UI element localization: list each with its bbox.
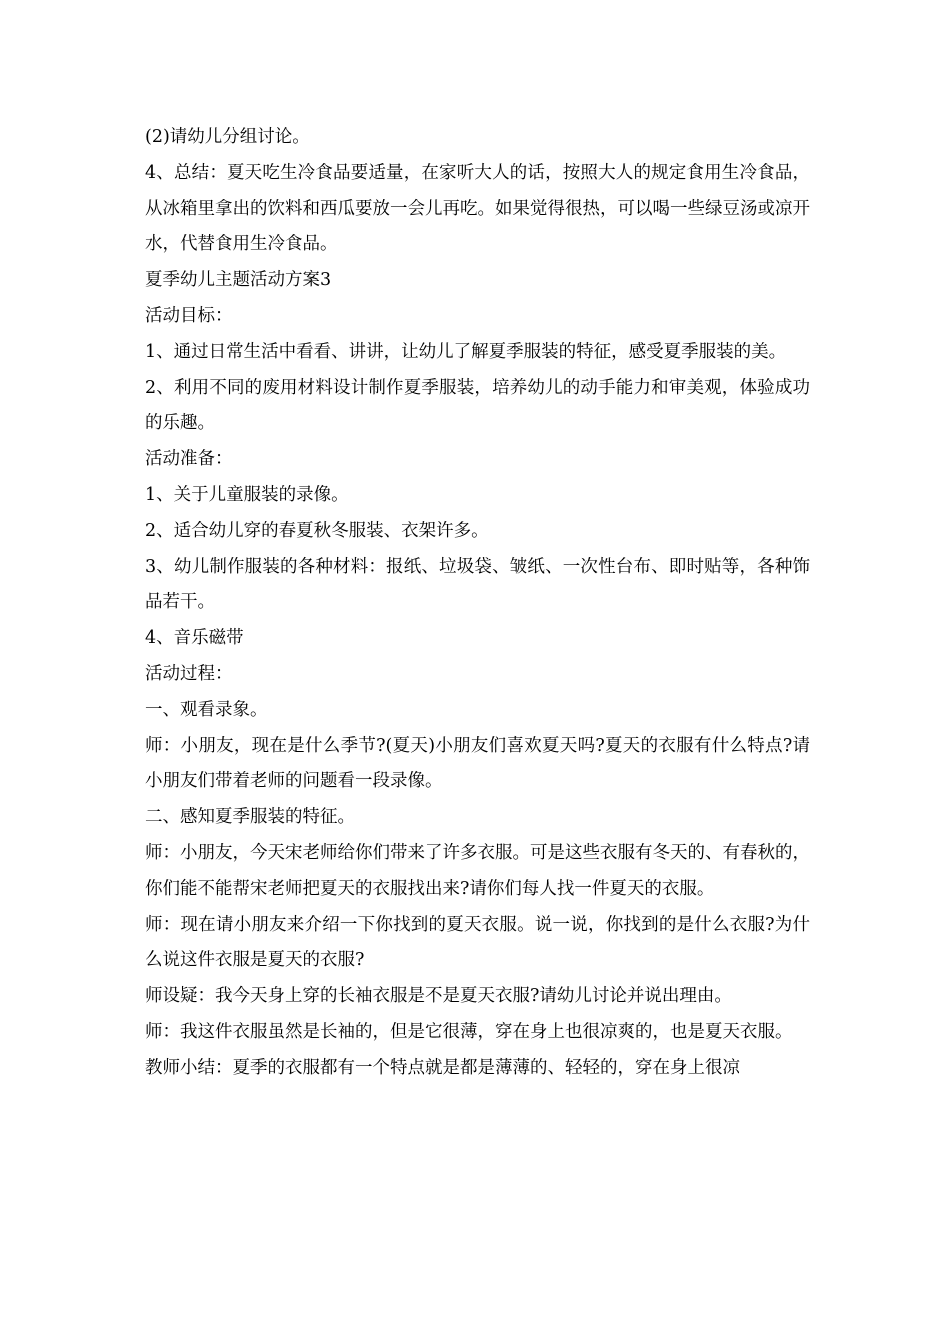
teacher-dialogue-4: 师：我这件衣服虽然是长袖的，但是它很薄，穿在身上也很凉爽的，也是夏天衣服。 [145, 1021, 793, 1042]
preparation-item-2: 2、适合幼儿穿的春夏秋冬服装、衣架许多。 [145, 520, 489, 541]
paragraph-summary: 4、总结：夏天吃生冷食品要适量，在家听大人的话，按照大人的规定食用生冷食品，从冰箱里拿出的饮料和西瓜要放一会儿再吃。如果觉得很热，可以喝一些绿豆汤或凉开水，代替食用生冷食品。 [145, 162, 810, 255]
goal-item-2: 2、利用不同的废用材料设计制作夏季服装，培养幼儿的动手能力和审美观，体验成功的乐趣。 [145, 377, 810, 434]
teacher-dialogue-3: 师：现在请小朋友来介绍一下你找到的夏天衣服。说一说，你找到的是什么衣服?为什么说这件衣服是夏天的衣服? [145, 914, 810, 971]
heading-goals: 活动目标： [145, 305, 233, 326]
process-step-2: 二、感知夏季服装的特征。 [145, 807, 355, 828]
preparation-item-3: 3、幼儿制作服装的各种材料：报纸、垃圾袋、皱纸、一次性台布、即时贴等，各种饰品若干。 [145, 556, 810, 613]
section-title: 夏季幼儿主题活动方案3 [145, 270, 332, 291]
process-step-1: 一、观看录象。 [145, 699, 268, 720]
heading-preparation: 活动准备： [145, 449, 233, 470]
preparation-item-1: 1、关于儿童服装的录像。 [145, 484, 349, 505]
teacher-dialogue-1: 师：小朋友，现在是什么季节?(夏天)小朋友们喜欢夏天吗?夏天的衣服有什么特点?请小朋友们带着老师的问题看一段录像。 [145, 735, 810, 792]
preparation-item-4: 4、音乐磁带 [145, 628, 244, 649]
goal-item-1: 1、通过日常生活中看看、讲讲，让幼儿了解夏季服装的特征，感受夏季服装的美。 [145, 341, 787, 362]
teacher-question: 师设疑：我今天身上穿的长袖衣服是不是夏天衣服?请幼儿讨论并说出理由。 [145, 986, 732, 1007]
paragraph-discussion: (2)请幼儿分组讨论。 [145, 127, 310, 147]
teacher-conclusion: 教师小结：夏季的衣服都有一个特点就是都是薄薄的、轻轻的，穿在身上很凉 [145, 1057, 740, 1078]
teacher-dialogue-2: 师：小朋友，今天宋老师给你们带来了许多衣服。可是这些衣服有冬天的、有春秋的，你们能不能帮宋老师把夏天的衣服找出来?请你们每人找一件夏天的衣服。 [145, 842, 810, 899]
heading-process: 活动过程： [145, 663, 233, 684]
document-page [145, 120, 810, 1087]
